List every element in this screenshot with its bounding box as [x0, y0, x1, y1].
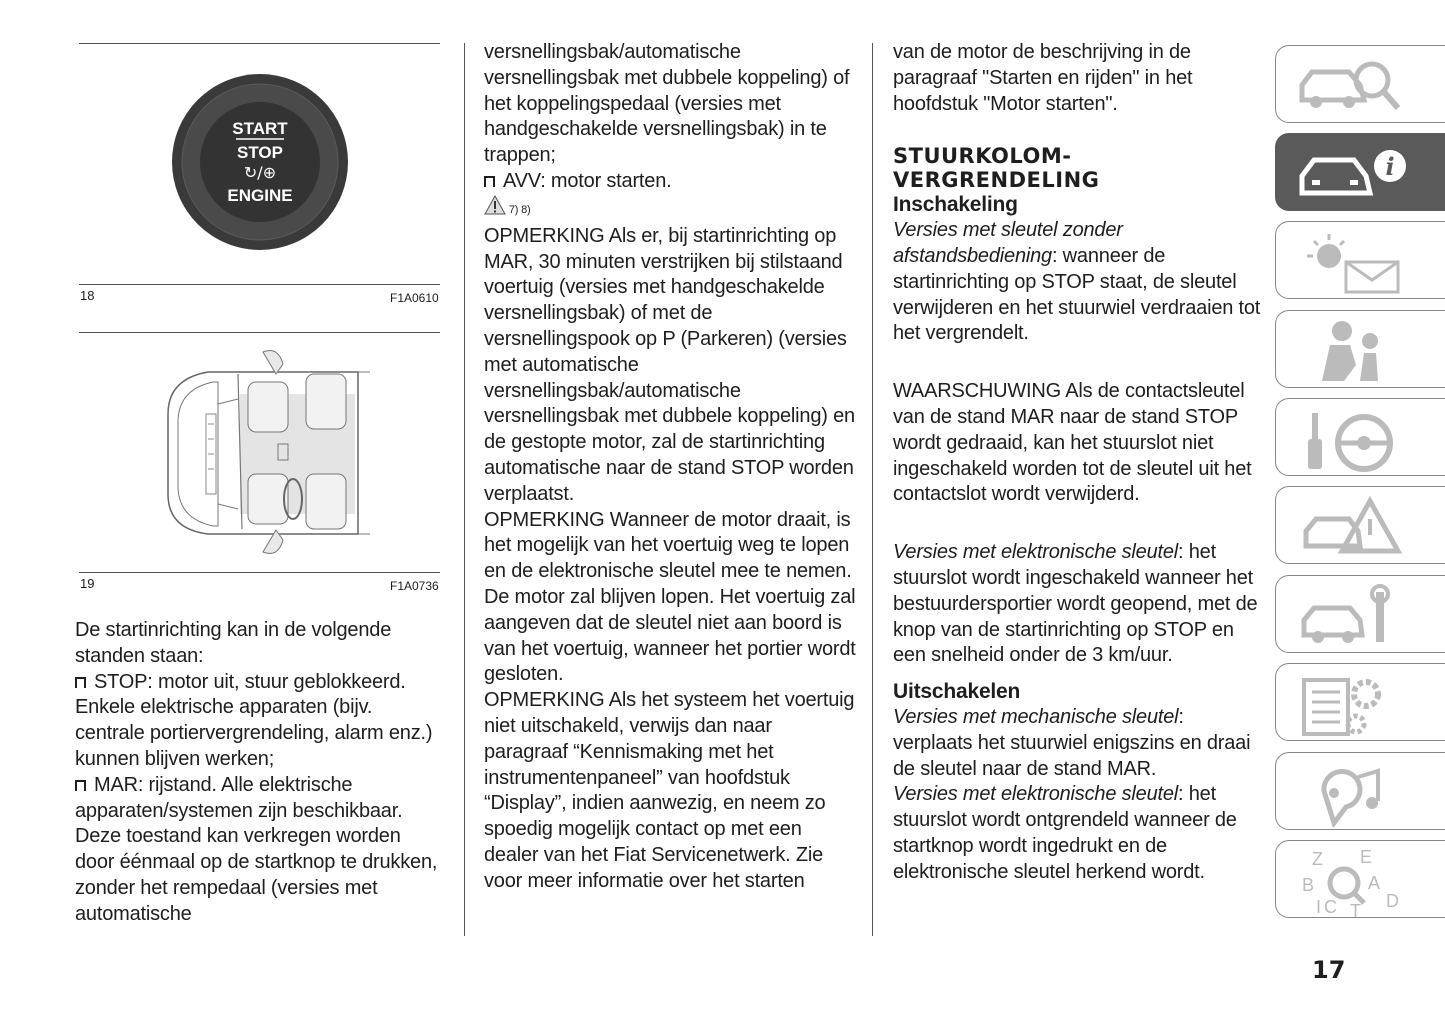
p1-rest: : wanneer de startinrichting op STOP staat, de sleutel verwijderen en het stuurwiel verdraaien tot het vergrendelt. — [893, 244, 1261, 345]
tab-maintenance[interactable] — [1275, 575, 1445, 653]
intro-paragraph: De startinrichting kan in de volgende standen staan: — [75, 619, 392, 667]
multimedia-icon — [1294, 757, 1414, 827]
warning-refs-text: 7) 8) — [508, 203, 531, 216]
index-letter-b: B — [1302, 875, 1315, 895]
figure-18-number: 18 — [80, 288, 95, 303]
tab-car-info[interactable] — [1275, 133, 1445, 211]
tab-multimedia[interactable] — [1275, 752, 1445, 830]
p3-italic: Versies met mechanische sleutel — [893, 705, 1179, 728]
column-divider-1 — [464, 43, 465, 936]
stop-item-text: STOP: motor uit, stuur geblokkeerd. Enkele elektrische apparaten (bijv. centrale portiervergrendeling, alarm enz.) kunnen blijven werken; — [75, 670, 433, 770]
start-stop-button-illustration — [170, 72, 350, 252]
car-top-view-figure — [158, 344, 370, 560]
column-2-text — [484, 40, 856, 895]
warning-triangle-icon — [484, 195, 506, 215]
mar-item — [75, 773, 445, 928]
page-number: 17 — [1312, 956, 1346, 984]
car-search-icon — [1294, 50, 1414, 120]
index-letter-z: Z — [1312, 849, 1323, 869]
airbag-seat-icon — [1294, 315, 1414, 385]
bullet-square-icon — [484, 176, 496, 188]
figure-19-bottom-rule — [79, 572, 440, 573]
figure-18-top-rule — [79, 43, 440, 44]
figure-19-top-rule — [79, 332, 440, 333]
section-heading-line2: VERGRENDELING — [893, 168, 1100, 193]
column-1-text — [75, 618, 445, 928]
stop-item — [75, 670, 445, 773]
p3-rest: : verplaats het stuurwiel enigszins en draai de sleutel naar de stand MAR. — [893, 705, 1251, 780]
col3-continuation: van de motor de beschrijving in de paragraaf "Starten en rijden" in het hoofdstuk "Motor starten". — [893, 41, 1193, 115]
warning-refs — [484, 195, 856, 224]
car-info-icon — [1294, 138, 1414, 208]
column-3-text — [893, 40, 1265, 886]
button-line2: STOP — [237, 143, 283, 162]
car-top-view-illustration — [158, 344, 370, 560]
button-line3: ENGINE — [227, 186, 293, 205]
bullet-square-icon — [75, 780, 87, 792]
svg-text:i: i — [1385, 152, 1395, 181]
index-letter-e: E — [1360, 847, 1373, 867]
car-breakdown-icon — [1294, 491, 1414, 561]
p2-italic: Versies met elektronische sleutel — [893, 541, 1179, 564]
key-steering-wheel-icon — [1294, 403, 1414, 473]
note-1: OPMERKING Als er, bij startinrichting op MAR, 30 minuten verstrijken bij stilstaand voertuig (versies met handgeschakelde versnellingsbak) of met de versnellingspook op P (Parkeren) (versies met automatische versnellingsbak/automatische versnellingsbak met dubbele koppeling) en de gestopte motor, zal de startinrichting automatische naar de stand STOP worden verplaatst. — [484, 224, 855, 505]
paragraph-elektronische-1 — [893, 540, 1265, 669]
index-letter-i: I — [1316, 897, 1322, 917]
mar-item-text: MAR: rijstand. Alle elektrische apparaten/systemen zijn beschikbaar. Deze toestand kan verkregen worden door éénmaal op de startknop te drukken, zonder het rempedaal (versies met automatische — [75, 773, 438, 925]
button-symbol: ↻/⊕ — [243, 163, 277, 182]
tab-warning-lights[interactable] — [1275, 221, 1445, 299]
warning-light-message-icon — [1294, 226, 1414, 296]
col2-continuation: versnellingsbak/automatische versnellingsbak met dubbele koppeling) of het koppelingspedaal (versies met handgeschakelde versnellingsbak) in te trappen; — [484, 41, 850, 167]
button-line1: START — [232, 119, 288, 138]
paragraph-sleutel-zonder — [893, 218, 1265, 347]
p4-rest: : het stuurslot wordt ontgrendeld wanneer de startknop wordt ingedrukt en de elektronische sleutel herkend wordt. — [893, 783, 1237, 883]
avv-item — [484, 169, 856, 195]
paragraph-mechanische — [893, 705, 1265, 782]
p1-italic: Versies met sleutel zonder afstandsbediening — [893, 219, 1123, 267]
index-letter-a: A — [1368, 873, 1381, 893]
tab-emergency[interactable] — [1275, 486, 1445, 564]
avv-item-text: AVV: motor starten. — [503, 169, 672, 192]
note-2: OPMERKING Wanneer de motor draait, is het mogelijk van het voertuig weg te lopen en de elektronische sleutel mee te nemen. De motor zal blijven lopen. Het voertuig zal aangeven dat de sleutel niet aan boord is van het voertuig, wanneer het portier wordt gesloten. — [484, 508, 856, 686]
start-stop-button-figure — [170, 72, 350, 252]
tab-technical-data[interactable] — [1275, 663, 1445, 741]
figure-18-bottom-rule — [79, 284, 440, 285]
tab-index[interactable] — [1275, 840, 1445, 921]
specs-gear-icon — [1294, 668, 1414, 738]
tab-starting-driving[interactable] — [1275, 398, 1445, 476]
warning-paragraph: WAARSCHUWING Als de contactsleutel van de stand MAR naar de stand STOP wordt gedraaid, kan het stuurslot niet ingeschakeld worden tot de sleutel uit het contactslot wordt verwijderd. — [893, 380, 1252, 506]
figure-18-code: F1A0610 — [390, 291, 439, 305]
section-heading-line1: STUURKOLOM- — [893, 144, 1072, 169]
p2-rest: : het stuurslot wordt ingeschakeld wanneer het bestuurdersportier wordt geopend, met de knop van de startinrichting op STOP en een snelheid onder de 3 km/uur. — [893, 541, 1258, 667]
figure-19-number: 19 — [80, 576, 95, 591]
column-divider-2 — [872, 43, 873, 936]
tab-car-search[interactable] — [1275, 45, 1445, 123]
note-3: OPMERKING Als het systeem het voertuig niet uitschakeld, verwijs dan naar paragraaf “Kennismaking met het instrumentenpaneel” van hoofdstuk “Display”, indien aanwezig, en neem zo spoedig mogelijk contact op met een dealer van het Fiat Servicenetwerk. Zie voor meer informatie over het starten — [484, 689, 855, 892]
paragraph-elektronische-2 — [893, 782, 1265, 885]
figure-19-code: F1A0736 — [390, 579, 439, 593]
bullet-square-icon — [75, 677, 87, 689]
index-letter-t: T — [1350, 901, 1361, 921]
index-letter-d: D — [1386, 891, 1399, 911]
subheading-uitschakelen: Uitschakelen — [893, 680, 1021, 704]
subheading-inschakeling: Inschakeling — [893, 193, 1018, 217]
tab-safety[interactable] — [1275, 310, 1445, 388]
p4-italic: Versies met elektronische sleutel — [893, 783, 1179, 806]
car-maintenance-icon — [1294, 580, 1414, 650]
index-letter-c: C — [1324, 897, 1337, 917]
alphabetical-index-icon — [1294, 845, 1414, 921]
